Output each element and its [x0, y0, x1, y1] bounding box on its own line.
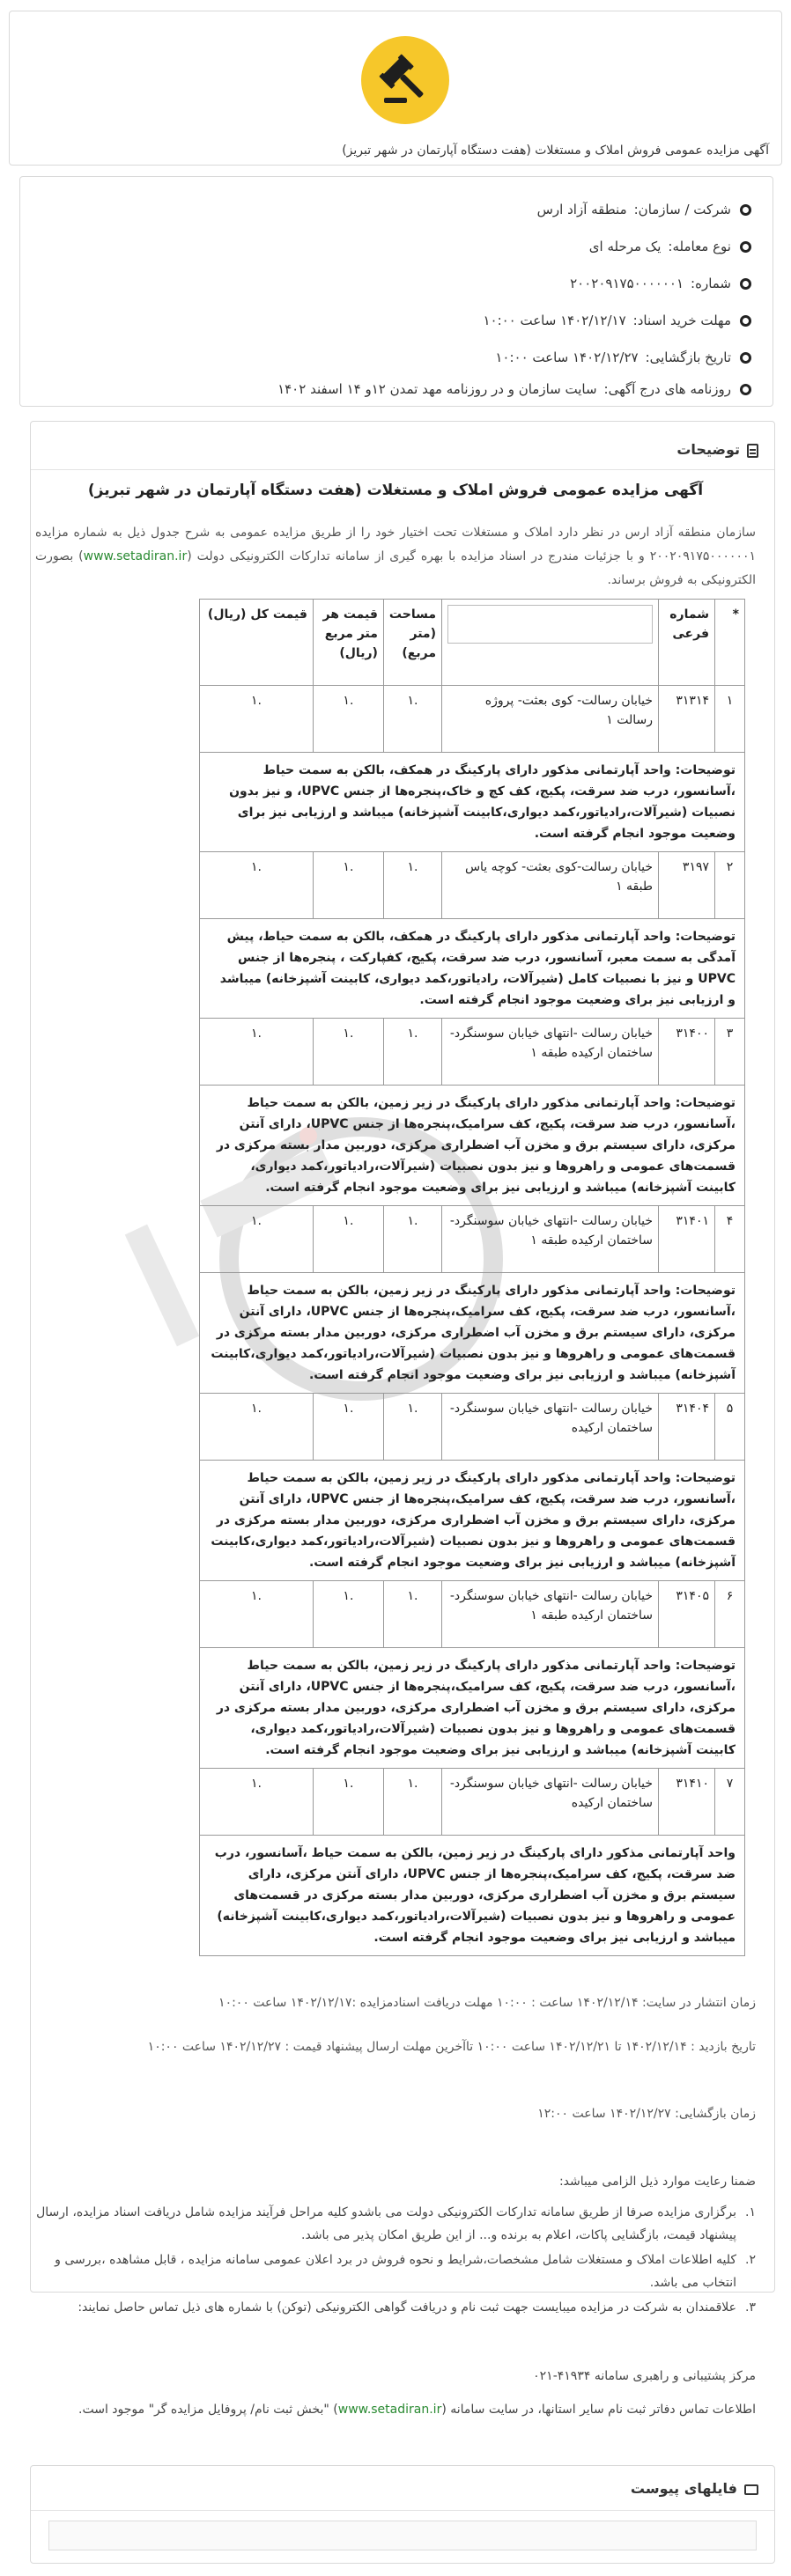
notes-list: [35, 2201, 756, 2321]
header-row-no: *: [715, 600, 745, 686]
ad-title: آگهی مزایده عمومی فروش املاک و مستغلات (هفت دستگاه آپارتمان در شهر تبریز): [87, 482, 704, 499]
info-label: تاریخ بازگشایی:: [645, 350, 731, 365]
address-cell: خیابان رسالت-کوی بعثت- کوچه یاس طبقه ۱: [442, 852, 659, 919]
info-label: شرکت / سازمان:: [633, 202, 731, 217]
table-row-description: [200, 753, 745, 852]
info-row-number: [38, 270, 751, 297]
row-number-cell: ۳: [715, 1019, 745, 1086]
sub-number-cell: ۳۱۳۱۴: [659, 686, 715, 753]
area-cell: .۱: [383, 852, 441, 919]
table-row-description: [200, 1648, 745, 1769]
publish-dates: زمان انتشار در سایت: ۱۴۰۲/۱۲/۱۴ ساعت : ۱۰:۰۰ مهلت دریافت اسنادمزایده :۱۴۰۲/۱۲/۱۷ ساعت ۱۰:۰۰: [218, 1996, 756, 2010]
unit-price-cell: .۱: [313, 1206, 383, 1273]
header-card: [9, 11, 782, 166]
page-title: آگهی مزایده عمومی فروش املاک و مستغلات (هفت دستگاه آپارتمان در شهر تبریز): [342, 144, 769, 158]
address-cell: خیابان رسالت -انتهای خیابان سوسنگرد- ساختمان ارکیده: [442, 1769, 659, 1836]
divider: [31, 469, 774, 470]
info-row-newspapers: [38, 376, 751, 402]
row-number-cell: ۶: [715, 1581, 745, 1648]
table-row: [200, 1769, 745, 1836]
attachments-card: [30, 2465, 775, 2564]
unit-price-cell: .۱: [313, 1581, 383, 1648]
area-cell: .۱: [383, 1581, 441, 1648]
attachment-slot[interactable]: [48, 2521, 757, 2550]
bullet-icon: [740, 204, 751, 216]
support-text-end: ) "بخش ثبت نام/ پروفایل مزایده گر" موجود است.: [78, 2403, 338, 2417]
table-row-description: [200, 1273, 745, 1394]
table-row-description: [200, 1836, 745, 1956]
list-text: کلیه اطلاعات املاک و مستغلات شامل مشخصات،شرایط و نحوه فروش در برد اعلان عمومی سامانه مزایده ، قابل مشاهده ،بررسی و انتخاب می باشد.: [55, 2253, 736, 2290]
attachments-header: [631, 2480, 758, 2497]
list-item: [35, 2296, 756, 2319]
sub-number-cell: ۳۱۴۰۱: [659, 1206, 715, 1273]
bullet-icon: [740, 384, 751, 395]
description-header: [676, 441, 758, 458]
document-icon: [747, 444, 758, 458]
sub-number-cell: ۳۱۹۷: [659, 852, 715, 919]
sub-number-cell: ۳۱۴۰۰: [659, 1019, 715, 1086]
address-cell: خیابان رسالت -انتهای خیابان سوسنگرد- ساختمان ارکیده: [442, 1394, 659, 1461]
unit-price-cell: .۱: [313, 686, 383, 753]
attachments-title: فایلهای پیوست: [630, 2480, 737, 2497]
total-price-cell: .۱: [200, 1394, 314, 1461]
area-cell: .۱: [383, 1769, 441, 1836]
notes-heading: ضمنا رعایت موارد ذیل الزامی میباشد:: [558, 2175, 756, 2189]
divider: [31, 2510, 774, 2511]
header-total-price: قیمت کل (ریال): [200, 600, 314, 686]
header-address: [442, 600, 659, 686]
header-area: مساحت (متر مربع): [383, 600, 441, 686]
info-value: ۱۴۰۲/۱۲/۲۷ ساعت ۱۰:۰۰: [495, 350, 639, 365]
support-center: مرکز پشتیبانی و راهبری سامانه ۴۱۹۳۴-۰۲۱: [533, 2369, 756, 2383]
list-item: [35, 2201, 756, 2247]
setadiran-link[interactable]: www.setadiran.ir: [337, 2403, 442, 2417]
table-row: [200, 1394, 745, 1461]
folder-icon: [744, 2484, 758, 2495]
list-number: ۱.: [745, 2205, 756, 2219]
total-price-cell: .۱: [200, 1206, 314, 1273]
gavel-icon: [377, 52, 433, 108]
table-row: [200, 852, 745, 919]
row-description-cell: توضیحات: واحد آپارتمانی مذکور دارای پارکینگ در همکف، بالکن به سمت حیاط ،آسانسور، درب ضد سرقت، پکیج، کف کچ و خاک،پنجره‌ها از جنس UPVC، و نیز بدون نصبیات (شیرآلات،رادیاتور،کمد دیواری،کابینت آشپزخانه) میباشد و ارزیابی نیز برای وضعیت موجود انجام گرفته است.: [200, 753, 745, 852]
info-label: مهلت خرید اسناد:: [632, 313, 731, 328]
unit-price-cell: .۱: [313, 1394, 383, 1461]
info-label: شماره:: [691, 276, 731, 291]
row-description-cell: توضیحات: واحد آپارتمانی مذکور دارای پارکینگ در زیر زمین، بالکن به سمت حیاط ،آسانسور، درب ضد سرقت، پکیج، کف سرامیک،پنجره‌ها از جنس UPVC، دارای آنتن مرکزی، دارای سیستم برق و مخزن آب اضطراری مرکزی، دوربین مدار بسته مرکزی در قسمت‌های عمومی و راهروها و نیز بدون نصبیات (شیرآلات،رادیاتور،کمد دیواری،کابینت آشپزخانه) میباشد و ارزیابی نیز برای وضعیت موجود انجام گرفته است.: [200, 1273, 745, 1394]
sub-number-cell: ۳۱۴۱۰: [659, 1769, 715, 1836]
support-offices: [35, 2398, 756, 2421]
description-title: توضیحات: [676, 441, 740, 458]
bullet-icon: [740, 352, 751, 364]
header-sub-number: شماره فرعی: [659, 600, 715, 686]
unit-price-cell: .۱: [313, 1769, 383, 1836]
table-row: [200, 686, 745, 753]
items-table: [199, 599, 745, 1956]
info-label: نوع معامله:: [668, 239, 731, 254]
info-label: روزنامه های درج آگهی:: [603, 381, 731, 397]
support-text: اطلاعات تماس دفاتر ثبت نام سایر استانها، در سایت سامانه (: [441, 2403, 756, 2417]
info-row-deal-type: [38, 233, 751, 260]
row-description-cell: واحد آپارتمانی مذکور دارای پارکینگ در زیر زمین، بالکن به سمت حیاط ،آسانسور، درب ضد سرقت، پکیج، کف سرامیک،پنجره‌ها از جنس UPVC، دارای آنتن مرکزی، دارای سیستم برق و مخزن آب اضطراری مرکزی، دوربین مدار بسته مرکزی در قسمت‌های عمومی و راهروها و نیز بدون نصبیات (شیرآلات،رادیاتور،کمد دیواری،کابینت آشپزخانه) میباشد و ارزیابی نیز برای وضعیت موجود انجام گرفته است.: [200, 1836, 745, 1956]
table-row: [200, 1206, 745, 1273]
row-number-cell: ۱: [715, 686, 745, 753]
info-value: منطقه آزاد ارس: [536, 202, 627, 217]
sub-number-cell: ۳۱۴۰۴: [659, 1394, 715, 1461]
unit-price-cell: .۱: [313, 852, 383, 919]
header-unit-price: قیمت هر متر مربع (ریال): [313, 600, 383, 686]
list-text: برگزاری مزایده صرفا از طریق سامانه تدارکات الکترونیکی دولت می باشدو کلیه مراحل فرآیند مزایده شامل دریافت اسناد مزایده، ارسال پیشنهاد قیمت، بازگشایی پاکات، اعلام به برنده و... از این طریق امکان پذیر می باشد.: [36, 2205, 736, 2242]
table-header-row: [200, 600, 745, 686]
row-description-cell: توضیحات: واحد آپارتمانی مذکور دارای پارکینگ در زیر زمین، بالکن به سمت حیاط ،آسانسور، درب ضد سرقت، پکیج، کف سرامیک،پنجره‌ها از جنس UPVC، دارای آنتن مرکزی، دارای سیستم برق و مخزن آب اضطراری مرکزی، دوربین مدار بسته مرکزی در قسمت‌های عمومی و راهروها و نیز بدون نصبیات (شیرآلات،رادیاتور،کمد دیواری،کابینت آشپزخانه) میباشد و ارزیابی نیز برای وضعیت موجود انجام گرفته است.: [200, 1461, 745, 1581]
area-cell: .۱: [383, 1394, 441, 1461]
opening-time: زمان بازگشایی: ۱۴۰۲/۱۲/۲۷ ساعت ۱۲:۰۰: [537, 2107, 756, 2121]
row-description-cell: توضیحات: واحد آپارتمانی مذکور دارای پارکینگ در همکف، بالکن به سمت حیاط، پیش آمدگی به سمت معبر، آسانسور، درب ضد سرقت، پکیج، کفپارکت ، پنجره‌ها از جنس UPVC و نیز با نصبیات کامل (شیرآلات، رادیاتور،کمد دیواری، کابینت آشپزخانه) میباشد و ارزیابی نیز برای وضعیت موجود انجام گرفته است.: [200, 919, 745, 1019]
address-cell: خیابان رسالت -انتهای خیابان سوسنگرد- ساختمان ارکیده طبقه ۱: [442, 1019, 659, 1086]
area-cell: .۱: [383, 1206, 441, 1273]
info-row-purchase-deadline: [38, 307, 751, 334]
logo: [361, 36, 449, 124]
bullet-icon: [740, 241, 751, 253]
row-description-cell: توضیحات: واحد آپارتمانی مذکور دارای پارکینگ در زیر زمین، بالکن به سمت حیاط ،آسانسور، درب ضد سرقت، پکیج، کف سرامیک،پنجره‌ها از جنس UPVC، دارای آنتن مرکزی، دارای سیستم برق و مخزن آب اضطراری مرکزی، دوربین مدار بسته مرکزی در قسمت‌های عمومی و راهروها و نیز بدون نصبیات (شیرآلات،رادیاتور،کمد دیواری، کابینت آشپزخانه) میباشد و ارزیابی نیز برای وضعیت موجود انجام گرفته است.: [200, 1648, 745, 1769]
bullet-icon: [740, 278, 751, 290]
address-filter-box: [447, 605, 653, 644]
row-number-cell: ۷: [715, 1769, 745, 1836]
sub-number-cell: ۳۱۴۰۵: [659, 1581, 715, 1648]
total-price-cell: .۱: [200, 1769, 314, 1836]
table-body: [200, 686, 745, 1956]
total-price-cell: .۱: [200, 1019, 314, 1086]
table-row-description: [200, 1461, 745, 1581]
address-cell: خیابان رسالت -انتهای خیابان سوسنگرد- ساختمان ارکیده طبقه ۱: [442, 1581, 659, 1648]
list-number: ۲.: [745, 2253, 756, 2267]
area-cell: .۱: [383, 686, 441, 753]
visit-dates: تاریخ بازدید : ۱۴۰۲/۱۲/۱۴ تا ۱۴۰۲/۱۲/۲۱ ساعت ۱۰:۰۰ تاآخرین مهلت ارسال پیشنهاد قیمت : ۱۴۰۲/۱۲/۲۷ ساعت ۱۰:۰۰: [147, 2040, 756, 2054]
info-row-organization: [38, 196, 751, 223]
intro-text: سازمان منطقه آزاد ارس در نظر دارد املاک و مستغلات تحت اختیار خود را از طریق مزایده عمومی به شرح جدول ذیل به شماره مزایده ۲۰۰۲۰۹۱۷۵۰۰۰۰۰۰۱ و با جزئیات مندرج در اسناد مزایده با بهره گیری از سامانه تدارکات الکترونیکی دولت (: [35, 526, 756, 563]
address-cell: خیابان رسالت -انتهای خیابان سوسنگرد- ساختمان ارکیده طبقه ۱: [442, 1206, 659, 1273]
info-value: یک مرحله ای: [588, 239, 662, 254]
table-row-description: [200, 919, 745, 1019]
unit-price-cell: .۱: [313, 1019, 383, 1086]
info-value: سایت سازمان و در روزنامه مهد تمدن ۱۲و ۱۴ اسفند ۱۴۰۲: [277, 381, 597, 397]
table-row: [200, 1019, 745, 1086]
intro-end: ) بصورت الکترونیکی به فروش برساند.: [35, 549, 756, 587]
info-value: ۲۰۰۲۰۹۱۷۵۰۰۰۰۰۰۱: [570, 276, 684, 291]
setadiran-link[interactable]: www.setadiran.ir: [83, 549, 188, 563]
bullet-icon: [740, 315, 751, 327]
info-card: [19, 176, 773, 407]
row-number-cell: ۵: [715, 1394, 745, 1461]
total-price-cell: .۱: [200, 852, 314, 919]
info-value: ۱۴۰۲/۱۲/۱۷ ساعت ۱۰:۰۰: [483, 313, 626, 328]
row-description-cell: توضیحات: واحد آپارتمانی مذکور دارای پارکینگ در زیر زمین، بالکن به سمت حیاط ،آسانسور، درب ضد سرقت، پکیج، کف سرامیک،پنجره‌ها از جنس UPVC، دارای آنتن مرکزی، دارای سیستم برق و مخزن آب اضطراری مرکزی، دوربین مدار بسته مرکزی در قسمت‌های عمومی و راهروها و نیز بدون نصبیات (شیرآلات،رادیاتور،کمد دیواری، کابینت آشپزخانه) میباشد و ارزیابی نیز برای وضعیت موجود انجام گرفته است.: [200, 1086, 745, 1206]
table-row-description: [200, 1086, 745, 1206]
area-cell: .۱: [383, 1019, 441, 1086]
total-price-cell: .۱: [200, 1581, 314, 1648]
list-text: علاقمندان به شرکت در مزایده میبایست جهت ثبت نام و دریافت گواهی الکترونیکی (توکن) با شماره های ذیل تماس حاصل نمایند:: [78, 2300, 736, 2315]
info-row-opening-date: [38, 344, 751, 371]
table-row: [200, 1581, 745, 1648]
list-item: [35, 2248, 756, 2294]
row-number-cell: ۲: [715, 852, 745, 919]
address-cell: خیابان رسالت- کوی بعثت- پروژه رسالت ۱: [442, 686, 659, 753]
list-number: ۳.: [745, 2300, 756, 2315]
row-number-cell: ۴: [715, 1206, 745, 1273]
total-price-cell: .۱: [200, 686, 314, 753]
intro-paragraph: [35, 521, 756, 592]
